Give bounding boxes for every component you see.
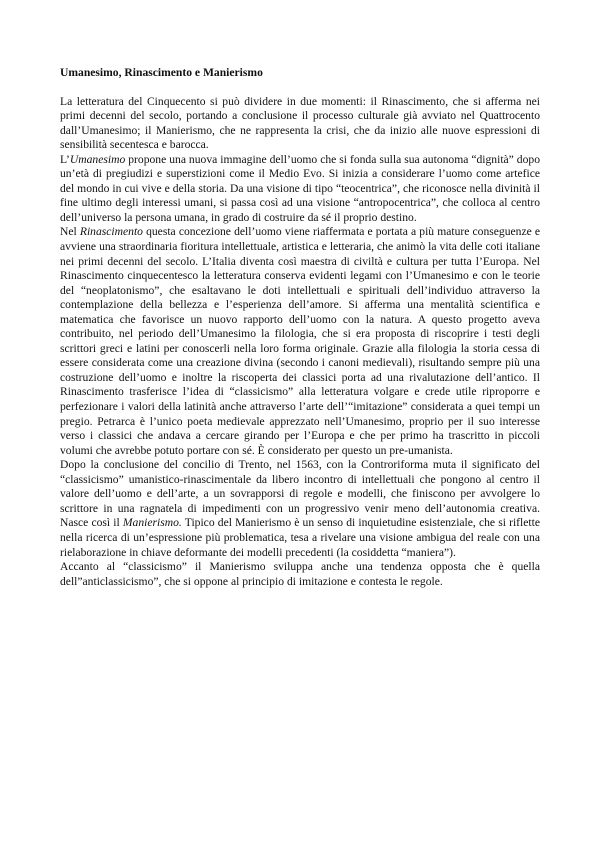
paragraph-umanesimo-pre: L’ [60, 152, 70, 166]
term-manierismo: Manierismo. [122, 516, 182, 530]
paragraph-rinascimento [60, 225, 540, 458]
paragraph-umanesimo [60, 153, 540, 226]
paragraph-intro: La letteratura del Cinquecento si può dividere in due momenti: il Rinascimento, che si afferma nei primi decenni del secolo, portando a conclusione il processo culturale già avviato nel Quattrocento dall’Umanesimo; il Manierismo, che ne rappresenta la crisi, che da inizio alle nuove espressioni di sensibilità secentesca e barocca. [60, 94, 540, 152]
paragraph-manierismo-text: Dopo la conclusione del concilio di Trento, nel 1563, con la Controriforma muta il significato del “classicismo” umanistico-rinascimentale da libero incontro di intellettuali che pongono al centro il valore dell’uomo e dell’arte, a un sovrapporsi di regole e modelli, che finiscono per avvolgere lo scrittore in una ragnatela di impedimenti con un progressivo venir meno dell’autonomia creativa. Nasce così il [60, 458, 540, 530]
paragraph-umanesimo-text: propone una nuova immagine dell’uomo che si fonda sulla sua autonoma “dignità” dopo un’età di pregiudizi e superstizioni come il Medio Evo. Si inizia a considerare l’uomo come artefice del mondo in cui vive e della storia. Da una visione di tipo “teocentrica”, che riconosce nella divinità il fine ultimo degli interessi umani, si passa così ad una visione “antropocentrica”, che colloca al centro dell’universo la persona umana, in grado di costruire da sé il proprio destino. [60, 152, 540, 224]
paragraph-anticlassicismo: Accanto al “classicismo” il Manierismo sviluppa anche una tendenza opposta che è quella dell”anticlassicismo”, che si oppone al principio di imitazione e contesta le regole. [60, 560, 540, 588]
term-rinascimento: Rinascimento [79, 225, 143, 239]
document-title: Umanesimo, Rinascimento e Manierismo [60, 66, 263, 79]
paragraph-rinascimento-pre: Nel [60, 225, 80, 239]
paragraph-rinascimento-text: questa concezione dell’uomo viene riaffermata e portata a più mature conseguenze e avviene una straordinaria fioritura intellettuale, artistica e letteraria, che animò la vita delle coti italiane nei primi decenni del secolo. L’Italia diventa così maestra di civiltà e cultura per tutta l’Europa. Nel Rinascimento cinquecentesco la letteratura conserva evidenti legami con l’Umanesimo e con le teorie del “neoplatonismo”, che esaltavano le doti intellettuali e spirituali dell’individuo attraverso la contemplazione della bellezza e l’esperienza dell’amore. Si afferma una mentalità scientifica e matematica che favorisce un nuovo rapporto dell’uomo con la natura. A questo progetto aveva contribuito, nel periodo dell’Umanesimo la filologia, che si era proposta di riscoprire i testi degli scrittori greci e latini per conoscerli nella loro forma originale. Grazie alla filologia la storia cessa di essere considerata come una creazione divina (secondo i canoni medievali), risultando sempre più una costruzione dell’uomo e inoltre la riscoperta dei classici porta ad una rivalutazione dell’antico. Il Rinascimento trasferisce l’idea di “classicismo” alla letteratura volgare e crede utile riproporre e perfezionare i valori della latinità anche attraverso l’arte dell’“imitazione” considerata a quei tempi un pregio. Petrarca è l’unico poeta medievale apprezzato nell’Umanesimo, proprio per il suo interesse verso i classici che andava a cercare girando per l’Europa e che per primo ha trascritto in piccoli volumi che avrebbe potuto portare con sé. È considerato per questo un pre-umanista. [60, 225, 540, 457]
term-umanesimo: Umanesimo [69, 152, 126, 166]
paragraph-manierismo-post: Tipico del Manierismo è un senso di inquietudine esistenziale, che si riflette nella ricerca di un’espressione più problematica, tesa a rivelare una visione ambigua del reale con una rielaborazione in chiave deformante dei modelli precedenti (la cosiddetta “maniera”). [60, 516, 540, 559]
document-page [60, 66, 540, 589]
paragraph-manierismo [60, 458, 540, 560]
